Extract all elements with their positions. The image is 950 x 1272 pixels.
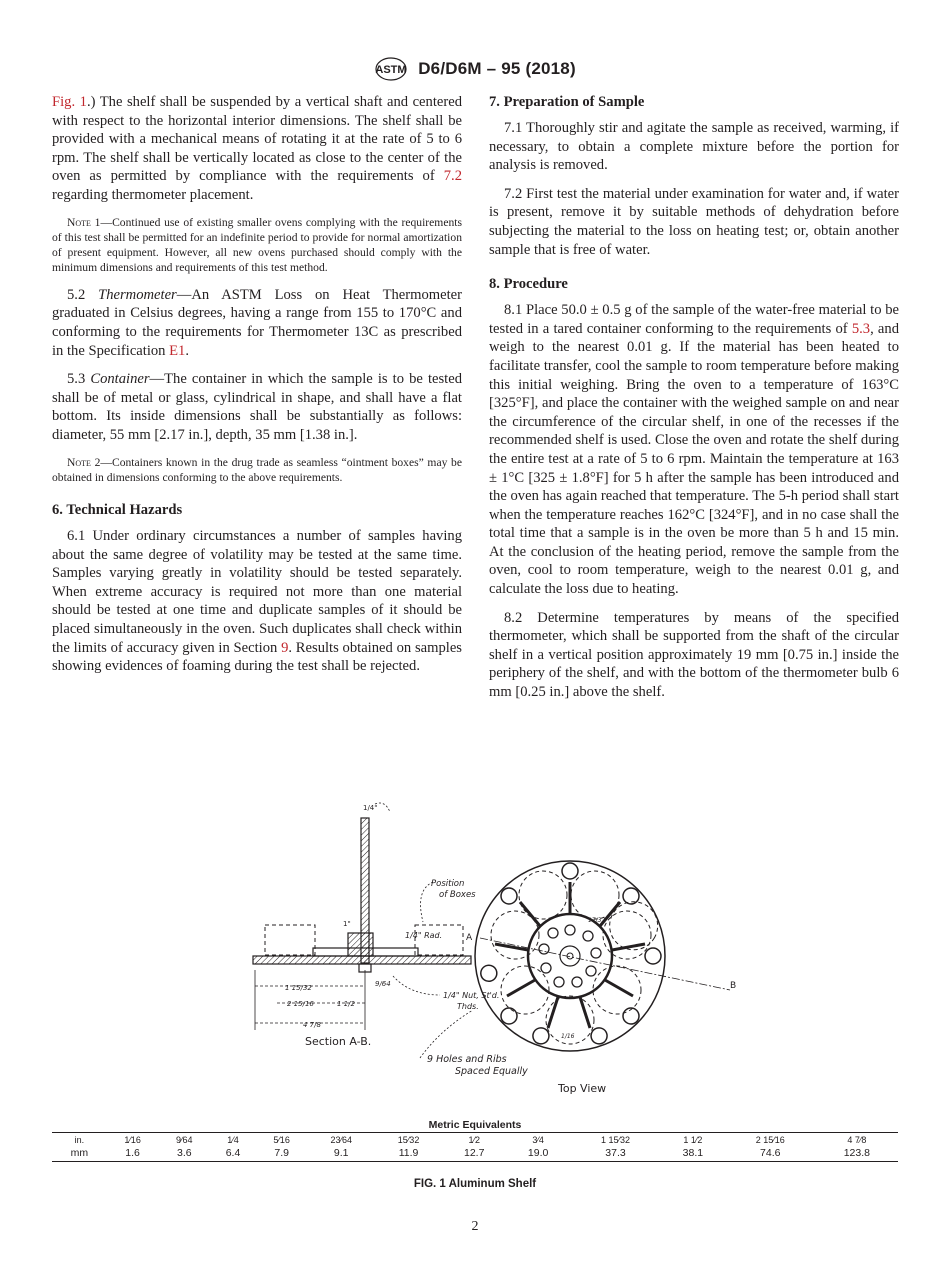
- table-title: Metric Equivalents: [428, 1119, 522, 1131]
- document-designation: D6/D6M – 95 (2018): [418, 59, 576, 78]
- section-view: [253, 803, 471, 1030]
- paragraph-7-2: 7.2 First test the material under examination for water and, if water is present, remove it by suitable methods of dehydration before subjecting the material to the loss on heating test; or, obtain another sample that is free of water.: [489, 185, 899, 258]
- right-column: [489, 93, 899, 712]
- left-column: [52, 93, 462, 686]
- svg-text:of Boxes: of Boxes: [439, 890, 476, 900]
- svg-text:9 Holes and Ribs: 9 Holes and Ribs: [427, 1054, 507, 1065]
- svg-text:1/4" Rad.: 1/4" Rad.: [405, 931, 443, 940]
- section-8-heading: 8. Procedure: [489, 276, 568, 293]
- top-view-label: Top View: [558, 1082, 607, 1095]
- paragraph-shelf-continued: Fig. 1.) The shelf shall be suspended by a vertical shaft and centered with respect to the horizontal interior dimensions. The shelf shall be provided with a mechanical means of rotating it at the rate of 5 to 6 rpm. The shelf shall be vertically located as close to the center of the oven as permitted by compliance with the requirements of 7.2 regarding thermometer placement.: [52, 94, 462, 203]
- svg-text:ASTM: ASTM: [375, 64, 407, 76]
- svg-text:B: B: [730, 981, 737, 991]
- section-7-heading: 7. Preparation of Sample: [489, 94, 645, 110]
- svg-text:1 1/2: 1 1/2: [337, 1000, 355, 1008]
- svg-text:1/16: 1/16: [561, 1033, 575, 1040]
- svg-text:Position: Position: [431, 879, 465, 889]
- table-row: in. 1⁄16 9⁄64 1⁄4 5⁄16 23⁄64 15⁄32 1⁄2 3⁄4 1 15⁄32 1 1⁄2 2 15⁄16 4 7⁄8: [74, 1135, 867, 1145]
- svg-text:1/4": 1/4": [363, 804, 378, 812]
- section-7-2-link[interactable]: 7.2: [443, 168, 462, 185]
- page-number: 2: [471, 1219, 479, 1234]
- section-label: Section A-B.: [305, 1035, 372, 1048]
- paragraph-6-1: 6.1 Under ordinary circumstances a number of samples having about the same degree of volatility may be tested at the same time. Samples varying greatly in volatility should be tested separately. When extreme accuracy is required not more than one material should be tested at one time and duplicate samples of it should be placed simultaneously in the oven. Such duplicates shall check within the limits of accuracy given in Section 9. Results obtained on samples showing evidences of foaming during the test shall be rejected.: [52, 528, 462, 675]
- svg-text:1": 1": [343, 920, 351, 928]
- figure-aluminum-shelf: [225, 790, 737, 1100]
- svg-text:4 7/8: 4 7/8: [303, 1021, 321, 1029]
- svg-text:Spaced Equally: Spaced Equally: [455, 1066, 528, 1077]
- metric-equivalents-table: [52, 1118, 898, 1162]
- paragraph-8-2: 8.2 Determine temperatures by means of the specified thermometer, which shall be supported from the shaft of the circular shelf in a vertical position approximately 19 mm [0.75 in.] inside the periphery of the shelf, and with the bottom of the thermometer bulb 6 mm [0.25 in.] above the shelf.: [489, 609, 899, 701]
- svg-text:9/64: 9/64: [375, 980, 391, 988]
- svg-text:Thds.: Thds.: [457, 1002, 479, 1011]
- svg-text:2 15/16: 2 15/16: [287, 1000, 314, 1008]
- astm-logo-icon: [374, 56, 408, 82]
- svg-text:1 15/32: 1 15/32: [285, 984, 312, 992]
- note-2: Note 2—Containers known in the drug trade as seamless “ointment boxes” may be obtained in dimensions conforming to the above requirements.: [52, 455, 462, 484]
- note-1: Note 1—Continued use of existing smaller ovens complying with the requirements of this test shall be permitted for an indefinite period to provide for normal amortization of present equipment. However, all new ovens purchased should comply with the minimum dimensions and requirements of this test method.: [52, 215, 462, 275]
- section-6-heading: 6. Technical Hazards: [52, 502, 183, 519]
- section-5-3-link[interactable]: 5.3: [851, 320, 871, 337]
- svg-text:17/32: 17/32: [588, 917, 606, 924]
- figure-caption: FIG. 1 Aluminum Shelf: [413, 1178, 537, 1190]
- fig-1-link[interactable]: Fig. 1: [52, 94, 87, 110]
- table-row: mm 1.6 3.6 6.4 7.9 9.1 11.9 12.7 19.0 37.3 38.1 74.6 123.8: [70, 1146, 870, 1159]
- shelf-drawing: [225, 790, 737, 1100]
- paragraph-5-2: 5.2 Thermometer—An ASTM Loss on Heat Thermometer graduated in Celsius degrees, having a range from 155 to 170°C and conforming to the requirements for Thermometer 13C as prescribed in the Specification E1.: [52, 286, 463, 359]
- paragraph-5-3: 5.3 Container—The container in which the sample is to be tested shall be of metal or glass, cylindrical in shape, and shall have a flat bottom. Its inside dimensions shall be substantially as follows: diameter, 55 mm [2.17 in.], depth, 35 mm [1.38 in.].: [52, 371, 463, 443]
- page-header: [0, 56, 950, 82]
- section-9-link[interactable]: 9: [281, 639, 289, 656]
- paragraph-8-1: 8.1 Place 50.0 ± 0.5 g of the sample of the water-free material to be tested in a tared container conforming to the requirements of 5.3, and weigh to the nearest 0.01 g. If the material has been heated to facilitate transfer, cool the sample to room temperature before making this initial weighing. Bring the oven to a temperature of 163°C [325°F], and place the container with the weighed sample on and near the circumference of the circular shelf, in one of the recesses if the recommended shelf is used. Close the oven and rotate the shelf during the entire test at a rate of 5 to 6 rpm. Maintain the temperature at 163 ± 1°C [325 ± 1.8°F] for 5 h after the sample has been introduced and the oven has again reached that temperature. The 5-h period shall start when the temperature reaches 162°C [324°F], and in no case shall the total time that a sample is in the oven be more than 5 h and 15 min. At the conclusion of the heating period, remove the sample from the oven, cool to room temperature, weigh to the nearest 0.01 g, and calculate the loss due to heating.: [489, 302, 900, 598]
- e1-link[interactable]: E1: [169, 342, 186, 359]
- svg-text:A: A: [466, 933, 473, 943]
- svg-text:1/4" Nut, St'd.: 1/4" Nut, St'd.: [443, 991, 500, 1000]
- paragraph-7-1: 7.1 Thoroughly stir and agitate the sample as received, warming, if necessary, to obtain a complete mixture before the portion for analysis is removed.: [489, 120, 899, 174]
